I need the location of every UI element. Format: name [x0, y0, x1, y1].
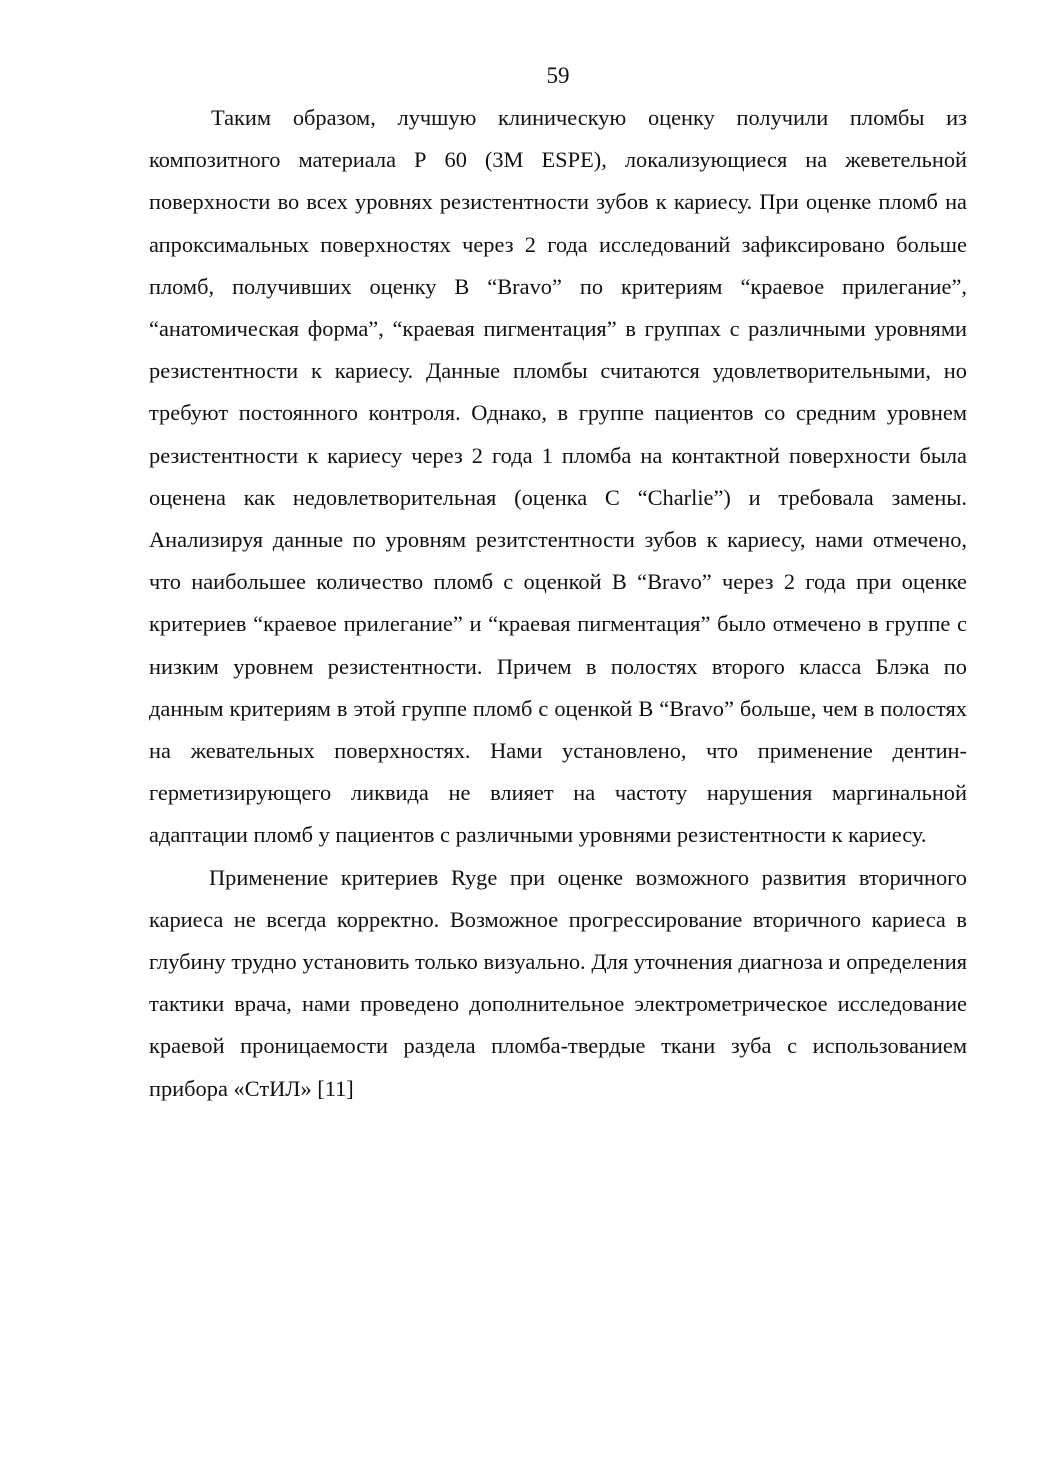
- paragraph-conclusion: Таким образом, лучшую клиническую оценку получили пломбы из композитного материала Р 60 (3М ESPE), локализующиеся на жеветельной поверхности во всех уровнях резистентности зубов к кариесу. При оценке пломб на апроксимальных поверхностях через 2 года исследований зафиксировано больше пломб, получивших оценку В “Bravo” по критериям “краевое прилегание”, “анатомическая форма”, “краевая пигментация” в группах с различными уровнями резистентности к кариесу. Данные пломбы считаются удовлетворительными, но требуют постоянного контроля. Однако, в группе пациентов со средним уровнем резистентности к кариесу через 2 года 1 пломба на контактной поверхности была оценена как недовлетворительная (оценка С “Charlie”) и требовала замены. Анализируя данные по уровням резитстентности зубов к кариесу, нами отмечено, что наибольшее количество пломб с оценкой В “Bravo” через 2 года при оценке критериев “краевое прилегание” и “краевая пигментация” было отмечено в группе с низким уровнем резистентности. Причем в полостях второго класса Блэка по данным критериям в этой группе пломб с оценкой В “Bravo” больше, чем в полостях на жевательных поверхностях. Нами установлено, что применение дентин-герметизирующего ликвида не влияет на частоту нарушения маргинальной адаптации пломб у пациентов с различными уровнями резистентности к кариесу.: [149, 105, 967, 848]
- paragraph-ryge-criteria: Применение критериев Ryge при оценке возможного развития вторичного кариеса не всегда корректно. Возможное прогрессирование вторичного кариеса в глубину трудно установить только визуально. Для уточнения диагноза и определения тактики врача, нами проведено дополнительное электрометрическое исследование краевой проницаемости раздела пломба-твердые ткани зуба с использованием прибора «СтИЛ» [11]: [149, 864, 967, 1101]
- page-number: 59: [546, 63, 570, 88]
- document-body: [149, 97, 967, 1110]
